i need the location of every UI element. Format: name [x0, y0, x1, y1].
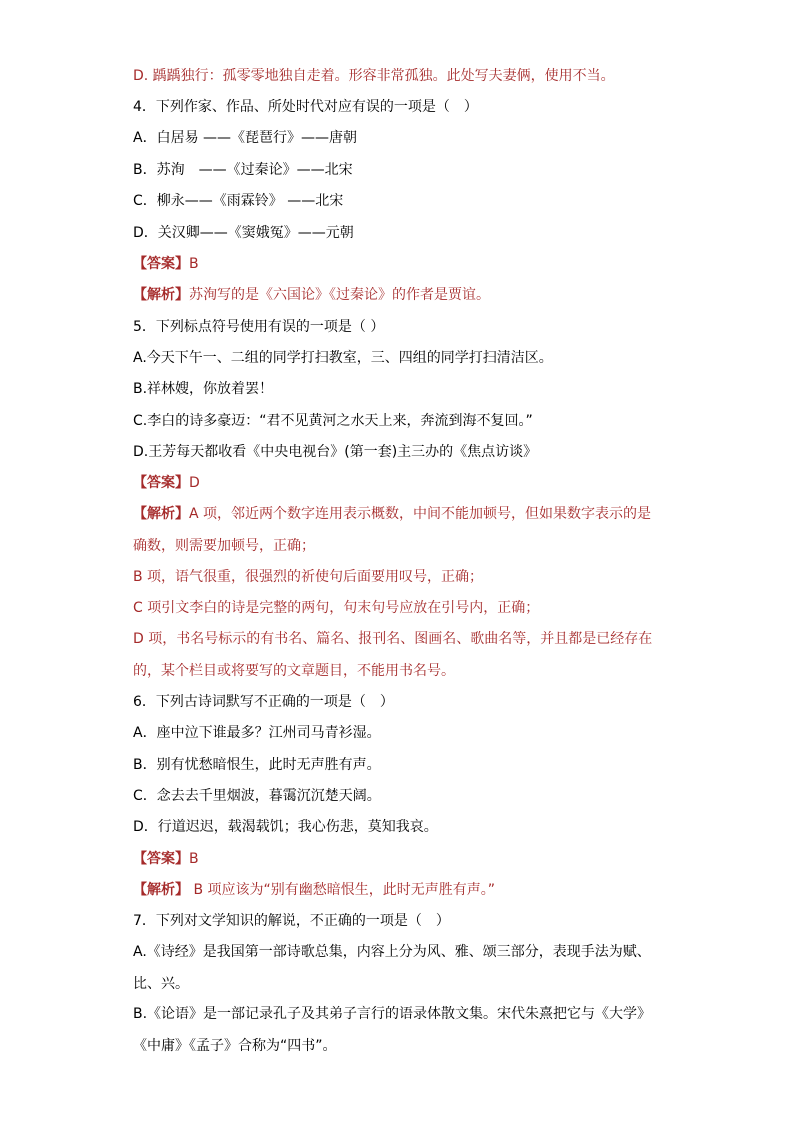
q5-option-b: B.祥林嫂，你放着罢！ — [133, 381, 274, 397]
q4-option-c: C．柳永——《雨霖铃》 ——北宋 — [133, 193, 344, 209]
analysis-tag: 【解析】 — [133, 506, 189, 523]
q6-option-c: C．念去去千里烟波，暮霭沉沉楚天阔。 — [133, 788, 381, 804]
q6-stem: 6．下列古诗词默写不正确的一项是（ ） — [133, 694, 394, 710]
q4-answer — [133, 254, 663, 274]
q6-answer — [133, 849, 663, 869]
q4-option-a: A．白居易 ——《琵琶行》——唐朝 — [133, 130, 358, 146]
q6-option-a: A．座中泣下谁最多？江州司马青衫湿。 — [133, 725, 381, 741]
q4-analysis — [133, 285, 663, 305]
analysis-text: A 项，邻近两个数字连用表示概数，中间不能加顿号，但如果数字表示的是确数，则需要加顿号，正确； — [133, 506, 652, 554]
q5-option-d: D.王芳每天都收看《中央电视台》(第一套)主三办的《焦点访谈》 — [133, 444, 538, 460]
q5-analysis-d: D 项，书名号标示的有书名、篇名、报刊名、图画名、歌曲名等，并且都是已经存在的，某个栏目或将要写的文章题目，不能用书名号。 — [133, 631, 653, 679]
q5-option-a: A.今天下午一、二组的同学打扫教室，三、四组的同学打扫清洁区。 — [133, 350, 553, 366]
q5-option-c: C.李白的诗多豪迈：“君不见黄河之水天上来，奔流到海不复回。” — [133, 413, 533, 429]
answer-tag: 【答案】 — [133, 851, 189, 867]
analysis-tag: 【解析】 — [133, 287, 189, 303]
q4-option-b: B．苏洵 ——《过秦论》——北宋 — [133, 162, 353, 178]
analysis-tag: 【解析】 — [133, 882, 189, 898]
q7-option-a: A.《诗经》是我国第一部诗歌总集，内容上分为风、雅、颂三部分，表现手法为赋、比、兴。 — [133, 944, 651, 992]
answer-tag: 【答案】 — [133, 256, 189, 272]
answer-value: B — [189, 256, 199, 272]
q7-option-b: B.《论语》是一部记录孔子及其弟子言行的语录体散文集。宋代朱熹把它与《大学》《中庸》《孟子》合称为“四书”。 — [133, 1006, 652, 1054]
q3-option-d: D. 踽踽独行：孤零零地独自走着。形容非常孤独。此处写夫妻俩，使用不当。 — [133, 68, 615, 84]
answer-value: D — [189, 475, 200, 491]
q5-analysis-b: B 项，语气很重，很强烈的祈使句后面要用叹号，正确； — [133, 569, 484, 585]
q7-stem: 7．下列对文学知识的解说，不正确的一项是（ ） — [133, 913, 450, 929]
q6-option-b: B．别有忧愁暗恨生，此时无声胜有声。 — [133, 757, 381, 773]
q5-analysis-a — [133, 499, 663, 562]
q5-analysis-c: C 项引文李白的诗是完整的两句，句末句号应放在引号内，正确； — [133, 600, 540, 616]
q5-stem: 5．下列标点符号使用有误的一项是（ ） — [133, 319, 385, 335]
answer-value: B — [189, 851, 199, 867]
q5-answer — [133, 473, 663, 493]
q6-option-d: D．行道迟迟，载渴载饥；我心伤悲，莫知我哀。 — [133, 819, 438, 835]
q4-option-d: D．关汉卿——《窦娥冤》——元朝 — [133, 225, 354, 241]
q6-analysis — [133, 880, 663, 900]
analysis-text: 苏洵写的是《六国论》《过秦论》的作者是贾谊。 — [189, 287, 490, 303]
q4-stem: 4．下列作家、作品、所处时代对应有误的一项是（ ） — [133, 99, 478, 115]
answer-tag: 【答案】 — [133, 475, 189, 491]
analysis-text: B 项应该为“别有幽愁暗恨生，此时无声胜有声。” — [189, 882, 496, 898]
